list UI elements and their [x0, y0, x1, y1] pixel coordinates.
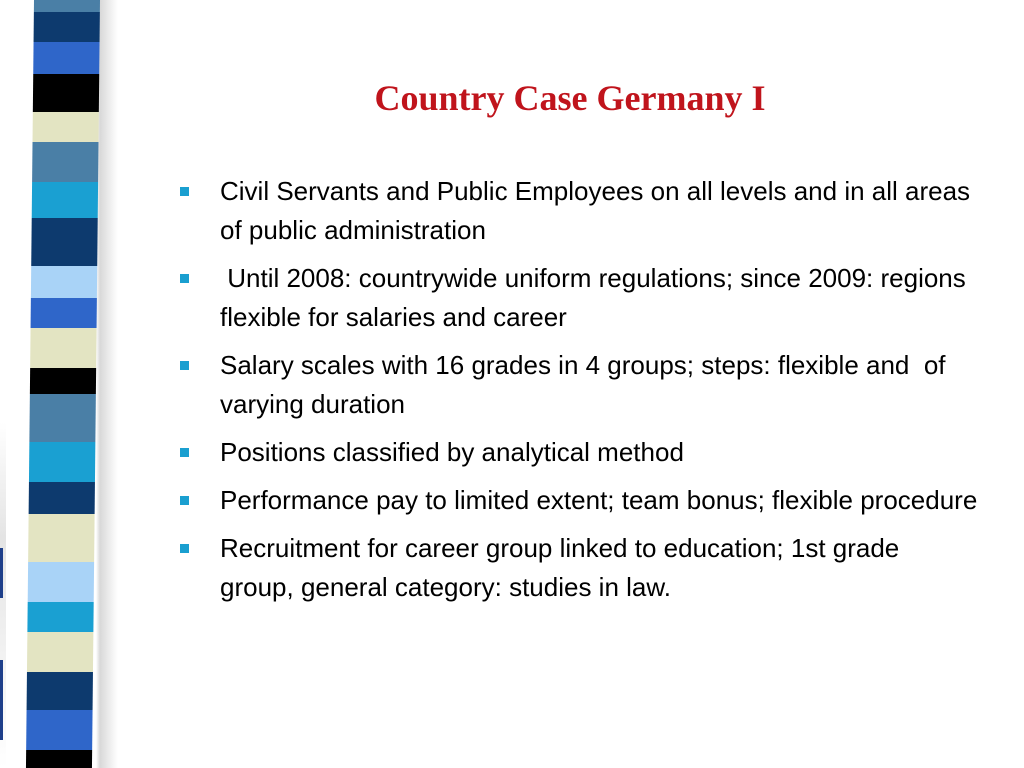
- strip-band: [29, 482, 95, 514]
- strip-band: [26, 750, 92, 768]
- left-edge-mark: [0, 660, 3, 740]
- strip-band: [27, 602, 93, 632]
- square-bullet-icon: [180, 496, 189, 505]
- strip-band: [28, 562, 94, 602]
- square-bullet-icon: [180, 544, 189, 553]
- strip-band: [29, 394, 96, 442]
- bullet-item: [180, 172, 980, 250]
- bullet-text: Until 2008: countrywide uniform regulations; since 2009: regions flexible for salaries and career: [220, 263, 973, 332]
- strip-band: [31, 298, 97, 328]
- strip-band: [32, 142, 98, 182]
- strip-band: [30, 368, 96, 394]
- strip-band: [27, 632, 93, 672]
- strip-band: [30, 328, 96, 368]
- strip-band: [34, 0, 100, 12]
- bullet-text: Civil Servants and Public Employees on all levels and in all areas of public administration: [220, 176, 978, 245]
- bullet-item: [180, 529, 980, 607]
- bullet-item: [180, 433, 980, 472]
- strip-band: [26, 710, 92, 750]
- slide-title: Country Case Germany I: [374, 78, 766, 118]
- strip-band: [28, 514, 95, 562]
- strip-band: [33, 42, 99, 74]
- strip-band: [33, 112, 99, 142]
- strip-band: [31, 218, 98, 266]
- left-edge-shade: [0, 0, 6, 768]
- square-bullet-icon: [180, 274, 189, 283]
- strip-band: [33, 74, 99, 112]
- bullet-text: Positions classified by analytical method: [220, 437, 684, 467]
- left-edge-mark: [0, 548, 3, 598]
- bullet-item: [180, 259, 980, 337]
- strip-band: [34, 12, 100, 42]
- strip-band: [32, 182, 98, 218]
- strip-band: [27, 672, 93, 710]
- bullet-item: [180, 481, 980, 520]
- square-bullet-icon: [180, 187, 189, 196]
- bullet-list: [180, 172, 980, 616]
- square-bullet-icon: [180, 361, 189, 370]
- bullet-text: Salary scales with 16 grades in 4 groups; steps: flexible and of varying duration: [220, 350, 960, 419]
- strip-band: [29, 442, 95, 482]
- square-bullet-icon: [180, 448, 189, 457]
- bullet-text: Recruitment for career group linked to education; 1st grade group, general category: studies in law.: [220, 533, 907, 602]
- strip-band: [31, 266, 97, 298]
- decorative-color-strip: [26, 0, 100, 768]
- bullet-item: [180, 346, 980, 424]
- bullet-text: Performance pay to limited extent; team bonus; flexible procedure: [220, 485, 978, 515]
